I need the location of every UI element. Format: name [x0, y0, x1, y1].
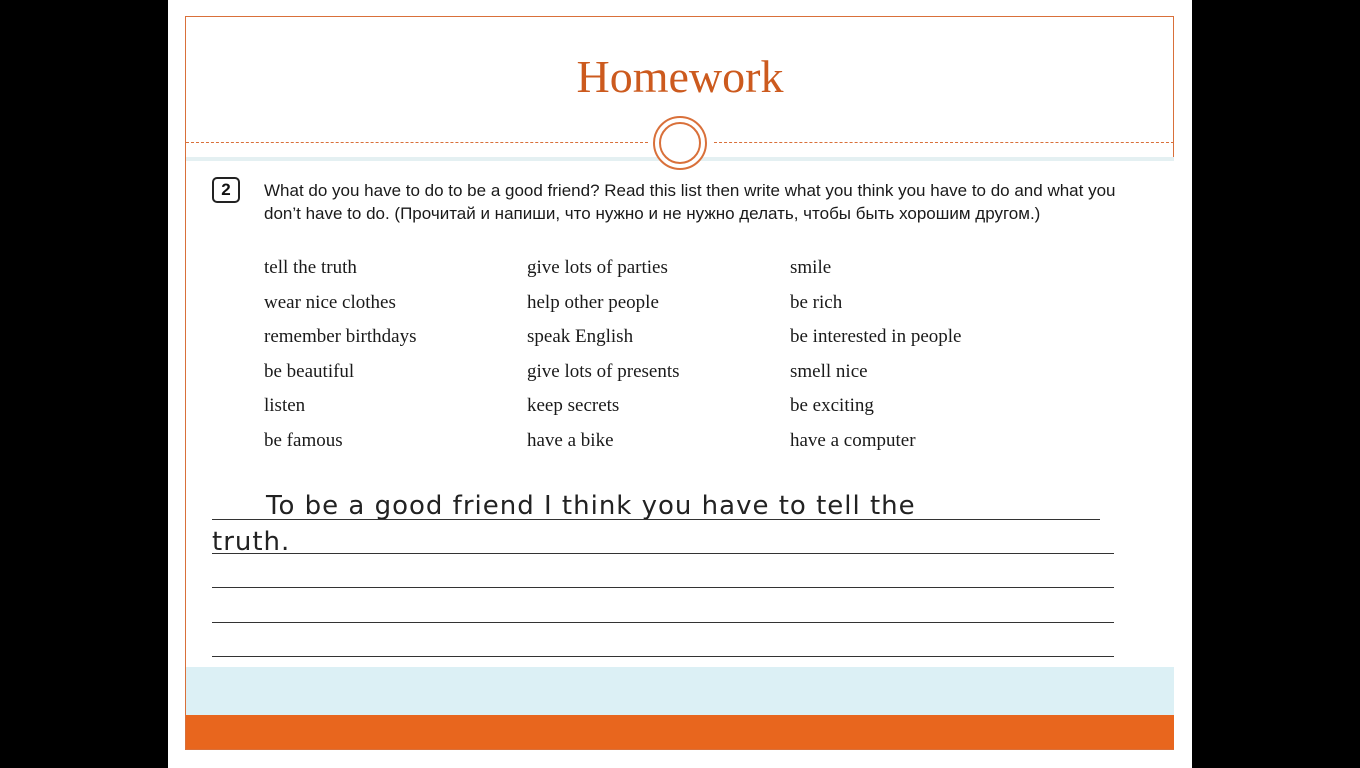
word-item: have a computer [790, 430, 916, 451]
writing-line [212, 553, 1114, 554]
word-item: be exciting [790, 395, 874, 416]
word-item: have a bike [527, 430, 614, 451]
footer-bar [186, 715, 1174, 749]
writing-line [212, 587, 1114, 588]
word-item: speak English [527, 326, 634, 347]
writing-line [212, 519, 1100, 520]
word-item: remember birthdays [264, 326, 417, 347]
word-item: wear nice clothes [264, 292, 396, 313]
word-item: smile [790, 257, 832, 278]
slide-title: Homework [576, 51, 784, 102]
footer-band [186, 667, 1174, 715]
word-item: give lots of parties [527, 257, 668, 278]
writing-line [212, 656, 1114, 657]
title-ornament-icon [653, 116, 707, 170]
exercise-number: 2 [212, 177, 240, 203]
exercise-instructions: What do you have to do to be a good friend? Read this list then write what you think you have to do and what you don’t have to do. (Прочитай и напиши, что нужно и не нужно делать, чтобы быть хорошим другом.) [264, 181, 1116, 223]
writing-line [212, 622, 1114, 623]
title-divider-right [714, 142, 1174, 143]
exercise-image [186, 157, 1174, 667]
handwritten-answer-line-1: To be a good friend I think you have to tell the [266, 491, 916, 521]
word-item: keep secrets [527, 395, 620, 416]
title-divider-left [186, 142, 648, 143]
word-item: help other people [527, 292, 659, 313]
word-item: smell nice [790, 361, 868, 382]
slide [168, 0, 1192, 768]
word-item: listen [264, 395, 306, 416]
word-item: tell the truth [264, 257, 357, 278]
word-item: be rich [790, 292, 843, 313]
word-item: be famous [264, 430, 343, 451]
word-item: be interested in people [790, 326, 962, 347]
handwritten-answer-line-2: truth. [212, 527, 291, 557]
word-item: be beautiful [264, 361, 355, 382]
word-item: give lots of presents [527, 361, 680, 382]
